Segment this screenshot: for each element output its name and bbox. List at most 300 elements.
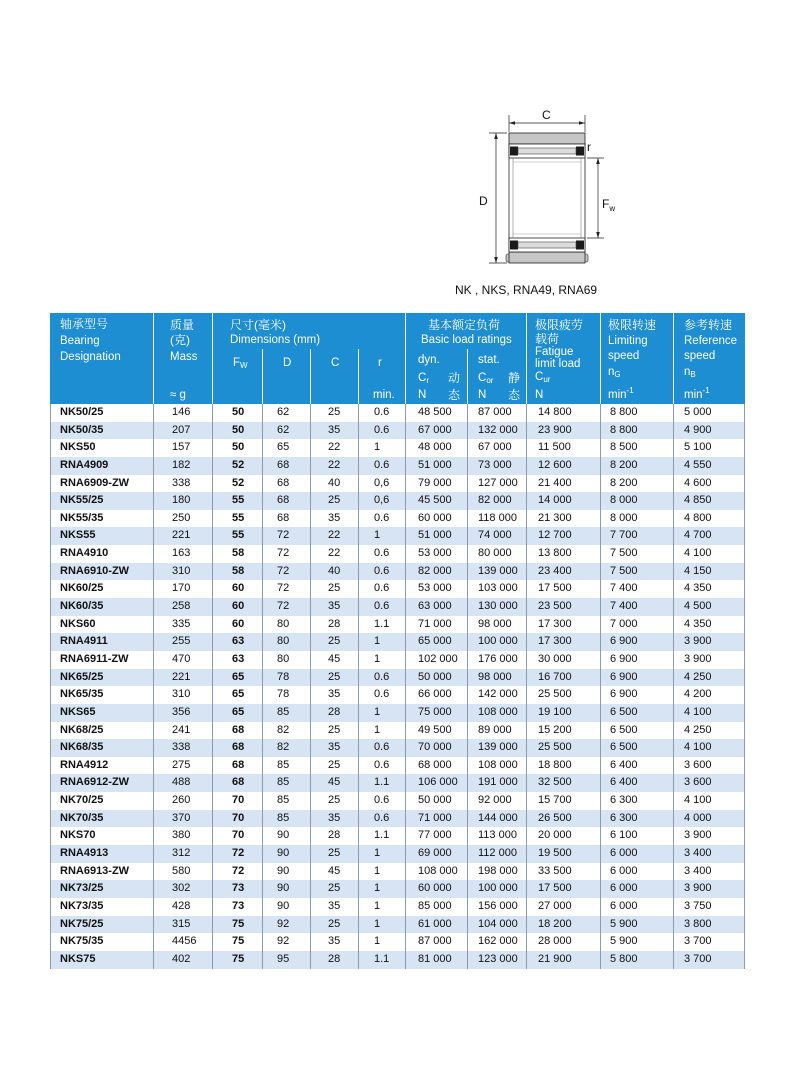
cell-fw: 60 — [212, 598, 262, 616]
header-stat-letter: C — [478, 372, 487, 384]
cell-d: 78 — [262, 669, 310, 687]
cell-r: 1 — [358, 439, 405, 457]
cell-dyn-load: 70 000 — [405, 739, 467, 757]
cell-fw: 68 — [212, 739, 262, 757]
header-reference-speed-en2: speed — [684, 350, 716, 362]
header-dimensions-en: Dimensions (mm) — [230, 334, 321, 346]
table-row — [50, 669, 745, 687]
cell-fatigue-load: 19 100 — [526, 704, 600, 722]
cell-dyn-load: 102 000 — [405, 651, 467, 669]
cell-dyn-load: 87 000 — [405, 933, 467, 951]
cell-fw: 75 — [212, 916, 262, 934]
header-r-unit: min. — [373, 389, 395, 401]
cell-fatigue-load: 21 900 — [526, 951, 600, 969]
cell-dyn-load: 45 500 — [405, 492, 467, 510]
cell-mass: 315 — [153, 916, 212, 934]
cell-c: 35 — [310, 686, 358, 704]
cell-c: 45 — [310, 774, 358, 792]
header-divider — [600, 313, 601, 404]
cell-stat-load: 162 000 — [467, 933, 526, 951]
header-stat-subscript: or — [486, 376, 494, 385]
header-dyn-unit: N — [418, 389, 427, 401]
cell-fw: 60 — [212, 580, 262, 598]
cell-c: 35 — [310, 933, 358, 951]
cell-fatigue-load: 21 300 — [526, 510, 600, 528]
cell-r: 1 — [358, 863, 405, 881]
cell-d: 95 — [262, 951, 310, 969]
cell-c: 25 — [310, 633, 358, 651]
cell-r: 0,6 — [358, 475, 405, 493]
cell-stat-load: 176 000 — [467, 651, 526, 669]
header-fatigue-en2: limit load — [535, 358, 581, 370]
header-limiting-speed-unit-base: min — [608, 389, 627, 401]
cell-stat-load: 74 000 — [467, 527, 526, 545]
cell-reference-speed: 4 250 — [673, 669, 745, 687]
header-fatigue-cn2: 载荷 — [535, 332, 560, 346]
cell-d: 82 — [262, 722, 310, 740]
cell-reference-speed: 3 800 — [673, 916, 745, 934]
cell-c: 28 — [310, 704, 358, 722]
cell-dyn-load: 51 000 — [405, 457, 467, 475]
header-reference-speed-unit — [684, 388, 710, 402]
cell-designation: NK70/35 — [50, 810, 153, 828]
cell-d: 82 — [262, 739, 310, 757]
table-row — [50, 563, 745, 581]
cell-stat-load: 139 000 — [467, 563, 526, 581]
bore-lines — [513, 158, 581, 238]
header-fw — [233, 356, 248, 370]
cell-designation: NK73/25 — [50, 880, 153, 898]
table-row — [50, 845, 745, 863]
cell-limiting-speed: 8 800 — [600, 404, 673, 422]
cell-reference-speed: 4 600 — [673, 475, 745, 493]
cell-limiting-speed: 8 200 — [600, 457, 673, 475]
cell-limiting-speed: 7 000 — [600, 616, 673, 634]
cell-mass: 258 — [153, 598, 212, 616]
cell-limiting-speed: 6 000 — [600, 863, 673, 881]
cell-r: 1 — [358, 916, 405, 934]
cell-r: 1 — [358, 527, 405, 545]
cell-r: 0,6 — [358, 492, 405, 510]
table-row — [50, 792, 745, 810]
cell-r: 1 — [358, 898, 405, 916]
spec-table — [50, 313, 745, 969]
cell-dyn-load: 50 000 — [405, 669, 467, 687]
header-limiting-speed-subscript: G — [614, 370, 621, 379]
cell-fw: 50 — [212, 404, 262, 422]
table-row — [50, 704, 745, 722]
cell-c: 28 — [310, 951, 358, 969]
cell-designation: NK50/35 — [50, 422, 153, 440]
cell-d: 68 — [262, 492, 310, 510]
header-fw-letter: F — [233, 357, 241, 369]
cell-designation: RNA6912-ZW — [50, 774, 153, 792]
header-mass-cn-unit: (克) — [170, 333, 190, 347]
cell-reference-speed: 3 700 — [673, 933, 745, 951]
cell-reference-speed: 4 900 — [673, 422, 745, 440]
cell-fatigue-load: 25 500 — [526, 686, 600, 704]
cell-d: 90 — [262, 863, 310, 881]
cell-reference-speed: 4 100 — [673, 545, 745, 563]
cell-fw: 55 — [212, 510, 262, 528]
cell-stat-load: 132 000 — [467, 422, 526, 440]
cell-c: 25 — [310, 580, 358, 598]
cell-designation: NK65/25 — [50, 669, 153, 687]
cell-fw: 52 — [212, 475, 262, 493]
cell-stat-load: 127 000 — [467, 475, 526, 493]
header-limiting-speed-letter: n — [608, 366, 615, 378]
cell-fw: 73 — [212, 880, 262, 898]
table-row — [50, 757, 745, 775]
cell-mass: 157 — [153, 439, 212, 457]
cell-fw: 70 — [212, 810, 262, 828]
cell-fw: 68 — [212, 757, 262, 775]
cell-mass: 250 — [153, 510, 212, 528]
cell-reference-speed: 4 350 — [673, 616, 745, 634]
cell-reference-speed: 4 500 — [673, 598, 745, 616]
cell-limiting-speed: 8 500 — [600, 439, 673, 457]
cell-dyn-load: 61 000 — [405, 916, 467, 934]
cell-r: 1.1 — [358, 827, 405, 845]
cell-r: 0.6 — [358, 510, 405, 528]
drawing-caption: NK , NKS, RNA49, RNA69 — [455, 283, 598, 297]
header-designation-en2: Designation — [60, 351, 121, 363]
table-row — [50, 686, 745, 704]
cell-designation: NKS50 — [50, 439, 153, 457]
cell-mass: 380 — [153, 827, 212, 845]
cell-fatigue-load: 17 500 — [526, 580, 600, 598]
cell-c: 22 — [310, 527, 358, 545]
cell-stat-load: 98 000 — [467, 669, 526, 687]
cell-stat-load: 108 000 — [467, 757, 526, 775]
cell-limiting-speed: 6 400 — [600, 757, 673, 775]
cell-stat-load: 130 000 — [467, 598, 526, 616]
cell-fw: 58 — [212, 545, 262, 563]
cell-reference-speed: 4 700 — [673, 527, 745, 545]
cell-d: 72 — [262, 545, 310, 563]
cell-fatigue-load: 14 000 — [526, 492, 600, 510]
table-row — [50, 722, 745, 740]
cell-reference-speed: 4 550 — [673, 457, 745, 475]
header-dyn-letter: C — [418, 372, 427, 384]
cell-reference-speed: 4 200 — [673, 686, 745, 704]
cell-r: 1 — [358, 880, 405, 898]
cell-designation: NK60/25 — [50, 580, 153, 598]
table-row — [50, 492, 745, 510]
cell-d: 62 — [262, 422, 310, 440]
header-r: r — [378, 357, 382, 369]
header-fatigue-letter: C — [535, 371, 544, 383]
header-mass-cn: 质量 — [170, 318, 195, 332]
cell-c: 45 — [310, 863, 358, 881]
cell-stat-load: 123 000 — [467, 951, 526, 969]
header-fatigue-subscript: ur — [543, 375, 551, 384]
header-divider — [673, 313, 674, 404]
cell-d: 90 — [262, 880, 310, 898]
cell-mass: 310 — [153, 686, 212, 704]
header-reference-speed-unit-exp: -1 — [702, 386, 710, 395]
cell-r: 0.6 — [358, 545, 405, 563]
table-row — [50, 810, 745, 828]
cell-d: 85 — [262, 774, 310, 792]
cell-designation: NKS55 — [50, 527, 153, 545]
cell-dyn-load: 106 000 — [405, 774, 467, 792]
cell-r: 1.1 — [358, 951, 405, 969]
cell-dyn-load: 48 500 — [405, 404, 467, 422]
table-row — [50, 898, 745, 916]
cell-designation: RNA6911-ZW — [50, 651, 153, 669]
header-reference-speed-cn: 参考转速 — [684, 318, 733, 332]
header-stat-unit: N — [478, 389, 487, 401]
cell-designation: RNA6909-ZW — [50, 475, 153, 493]
cell-fw: 65 — [212, 704, 262, 722]
cell-c: 22 — [310, 439, 358, 457]
cell-limiting-speed: 7 500 — [600, 545, 673, 563]
cell-stat-load: 92 000 — [467, 792, 526, 810]
header-limiting-speed-cn: 极限转速 — [608, 318, 657, 332]
cell-dyn-load: 75 000 — [405, 704, 467, 722]
cell-fatigue-load: 21 400 — [526, 475, 600, 493]
cell-reference-speed: 3 750 — [673, 898, 745, 916]
cell-limiting-speed: 5 800 — [600, 951, 673, 969]
header-fatigue-cn1: 极限疲劳 — [535, 318, 584, 332]
cell-mass: 180 — [153, 492, 212, 510]
cell-designation: RNA6910-ZW — [50, 563, 153, 581]
cell-reference-speed: 4 100 — [673, 739, 745, 757]
cell-r: 0.6 — [358, 669, 405, 687]
needle-roller-top — [509, 144, 585, 158]
cell-stat-load: 100 000 — [467, 880, 526, 898]
header-load-ratings-cn: 基本额定负荷 — [428, 318, 501, 332]
cell-reference-speed: 3 400 — [673, 845, 745, 863]
cell-reference-speed: 5 100 — [673, 439, 745, 457]
header-fw-subscript: W — [240, 361, 248, 370]
cell-r: 0.6 — [358, 757, 405, 775]
cell-fatigue-load: 32 500 — [526, 774, 600, 792]
cell-limiting-speed: 6 300 — [600, 792, 673, 810]
header-dyn-cn1: 动 — [448, 371, 461, 385]
cell-stat-load: 156 000 — [467, 898, 526, 916]
header-limiting-speed-symbol — [608, 365, 621, 379]
cell-dyn-load: 66 000 — [405, 686, 467, 704]
cell-stat-load: 112 000 — [467, 845, 526, 863]
header-fatigue-symbol — [535, 370, 550, 384]
table-row — [50, 916, 745, 934]
header-load-ratings-en: Basic load ratings — [421, 334, 512, 346]
cell-fatigue-load: 17 300 — [526, 616, 600, 634]
cell-stat-load: 191 000 — [467, 774, 526, 792]
cell-r: 0.6 — [358, 563, 405, 581]
cell-mass: 428 — [153, 898, 212, 916]
table-row — [50, 951, 745, 969]
cell-dyn-load: 67 000 — [405, 422, 467, 440]
header-dyn-subscript: r — [426, 376, 429, 385]
cell-fw: 70 — [212, 792, 262, 810]
cell-d: 68 — [262, 457, 310, 475]
needle-roller-bottom — [509, 238, 585, 252]
header-divider — [526, 313, 527, 404]
cell-designation: RNA4909 — [50, 457, 153, 475]
table-row — [50, 475, 745, 493]
cell-fatigue-load: 23 400 — [526, 563, 600, 581]
cell-mass: 370 — [153, 810, 212, 828]
cell-fatigue-load: 16 700 — [526, 669, 600, 687]
cell-designation: NK68/25 — [50, 722, 153, 740]
cell-stat-load: 118 000 — [467, 510, 526, 528]
cell-fw: 58 — [212, 563, 262, 581]
cell-fatigue-load: 12 600 — [526, 457, 600, 475]
cell-designation: NKS65 — [50, 704, 153, 722]
table-row — [50, 457, 745, 475]
header-designation-en1: Bearing — [60, 335, 100, 347]
cell-fw: 63 — [212, 633, 262, 651]
cell-reference-speed: 4 850 — [673, 492, 745, 510]
cell-limiting-speed: 6 500 — [600, 739, 673, 757]
cell-dyn-load: 65 000 — [405, 633, 467, 651]
header-divider — [212, 313, 213, 404]
cell-r: 1 — [358, 633, 405, 651]
cell-d: 62 — [262, 404, 310, 422]
cell-mass: 335 — [153, 616, 212, 634]
cell-limiting-speed: 8 800 — [600, 422, 673, 440]
cell-fw: 50 — [212, 439, 262, 457]
cell-limiting-speed: 6 900 — [600, 633, 673, 651]
cell-reference-speed: 4 350 — [673, 580, 745, 598]
cell-mass: 312 — [153, 845, 212, 863]
cell-limiting-speed: 8 000 — [600, 492, 673, 510]
header-stat-symbol — [478, 371, 493, 385]
cell-c: 25 — [310, 722, 358, 740]
cell-limiting-speed: 6 000 — [600, 880, 673, 898]
header-d: D — [283, 357, 292, 369]
cell-reference-speed: 3 600 — [673, 757, 745, 775]
cell-dyn-load: 79 000 — [405, 475, 467, 493]
cell-limiting-speed: 6 500 — [600, 704, 673, 722]
cell-limiting-speed: 5 900 — [600, 933, 673, 951]
cell-designation: RNA4913 — [50, 845, 153, 863]
cell-dyn-load: 60 000 — [405, 880, 467, 898]
cell-limiting-speed: 6 500 — [600, 722, 673, 740]
cell-fatigue-load: 30 000 — [526, 651, 600, 669]
cell-fw: 50 — [212, 422, 262, 440]
cell-fw: 68 — [212, 774, 262, 792]
cell-reference-speed: 5 000 — [673, 404, 745, 422]
header-reference-speed-subscript: B — [690, 370, 696, 379]
cell-fatigue-load: 17 300 — [526, 633, 600, 651]
cell-mass: 241 — [153, 722, 212, 740]
header-divider — [467, 349, 468, 404]
cell-fatigue-load: 23 500 — [526, 598, 600, 616]
cell-designation: NK55/25 — [50, 492, 153, 510]
table-row — [50, 580, 745, 598]
cell-d: 90 — [262, 898, 310, 916]
cell-c: 35 — [310, 422, 358, 440]
cell-limiting-speed: 6 900 — [600, 686, 673, 704]
cell-designation: NKS60 — [50, 616, 153, 634]
cell-limiting-speed: 6 300 — [600, 810, 673, 828]
cell-mass: 255 — [153, 633, 212, 651]
cell-dyn-load: 71 000 — [405, 810, 467, 828]
cell-designation: RNA4910 — [50, 545, 153, 563]
header-dyn-cn2: 态 — [448, 388, 461, 402]
cell-r: 1 — [358, 651, 405, 669]
cell-d: 85 — [262, 810, 310, 828]
cell-c: 35 — [310, 810, 358, 828]
header-fatigue-en1: Fatigue — [535, 346, 574, 358]
cell-mass: 302 — [153, 880, 212, 898]
header-fatigue-unit: N — [535, 389, 544, 401]
table-row — [50, 439, 745, 457]
cell-mass: 221 — [153, 669, 212, 687]
cell-d: 72 — [262, 580, 310, 598]
cell-limiting-speed: 6 900 — [600, 651, 673, 669]
cell-fw: 63 — [212, 651, 262, 669]
cell-c: 22 — [310, 457, 358, 475]
cell-stat-load: 198 000 — [467, 863, 526, 881]
cell-r: 0.6 — [358, 580, 405, 598]
cell-c: 22 — [310, 545, 358, 563]
cell-limiting-speed: 6 100 — [600, 827, 673, 845]
header-reference-speed-en1: Reference — [684, 335, 738, 347]
cell-c: 25 — [310, 669, 358, 687]
cell-c: 25 — [310, 757, 358, 775]
cell-fatigue-load: 13 800 — [526, 545, 600, 563]
cell-designation: NK73/35 — [50, 898, 153, 916]
cell-d: 72 — [262, 563, 310, 581]
cell-fatigue-load: 26 500 — [526, 810, 600, 828]
cell-fatigue-load: 28 000 — [526, 933, 600, 951]
cell-reference-speed: 3 900 — [673, 651, 745, 669]
cell-designation: NK65/35 — [50, 686, 153, 704]
cell-designation: RNA4911 — [50, 633, 153, 651]
cell-d: 68 — [262, 475, 310, 493]
header-divider — [405, 313, 406, 404]
cell-designation: NK75/35 — [50, 933, 153, 951]
cell-dyn-load: 68 000 — [405, 757, 467, 775]
cell-fw: 68 — [212, 722, 262, 740]
cell-reference-speed: 4 100 — [673, 704, 745, 722]
cell-r: 0.6 — [358, 739, 405, 757]
cell-reference-speed: 4 800 — [673, 510, 745, 528]
cell-mass: 146 — [153, 404, 212, 422]
cell-fw: 55 — [212, 527, 262, 545]
cell-fatigue-load: 20 000 — [526, 827, 600, 845]
cell-r: 1 — [358, 722, 405, 740]
cell-mass: 470 — [153, 651, 212, 669]
header-dyn-label: dyn. — [418, 354, 440, 366]
header-divider — [153, 313, 154, 404]
cell-d: 72 — [262, 527, 310, 545]
header-reference-speed-unit-base: min — [684, 389, 703, 401]
cell-d: 68 — [262, 510, 310, 528]
cell-r: 1.1 — [358, 616, 405, 634]
header-divider — [310, 349, 311, 404]
cell-dyn-load: 108 000 — [405, 863, 467, 881]
cell-fw: 75 — [212, 933, 262, 951]
cell-reference-speed: 3 900 — [673, 633, 745, 651]
header-mass-unit: ≈ g — [170, 389, 186, 401]
cell-fw: 52 — [212, 457, 262, 475]
cell-reference-speed: 3 900 — [673, 827, 745, 845]
header-limiting-speed-unit — [608, 388, 634, 402]
cell-stat-load: 80 000 — [467, 545, 526, 563]
cell-designation: NKS70 — [50, 827, 153, 845]
cell-c: 35 — [310, 739, 358, 757]
cell-r: 1 — [358, 704, 405, 722]
cell-c: 28 — [310, 827, 358, 845]
cell-r: 0.6 — [358, 810, 405, 828]
cell-fw: 73 — [212, 898, 262, 916]
